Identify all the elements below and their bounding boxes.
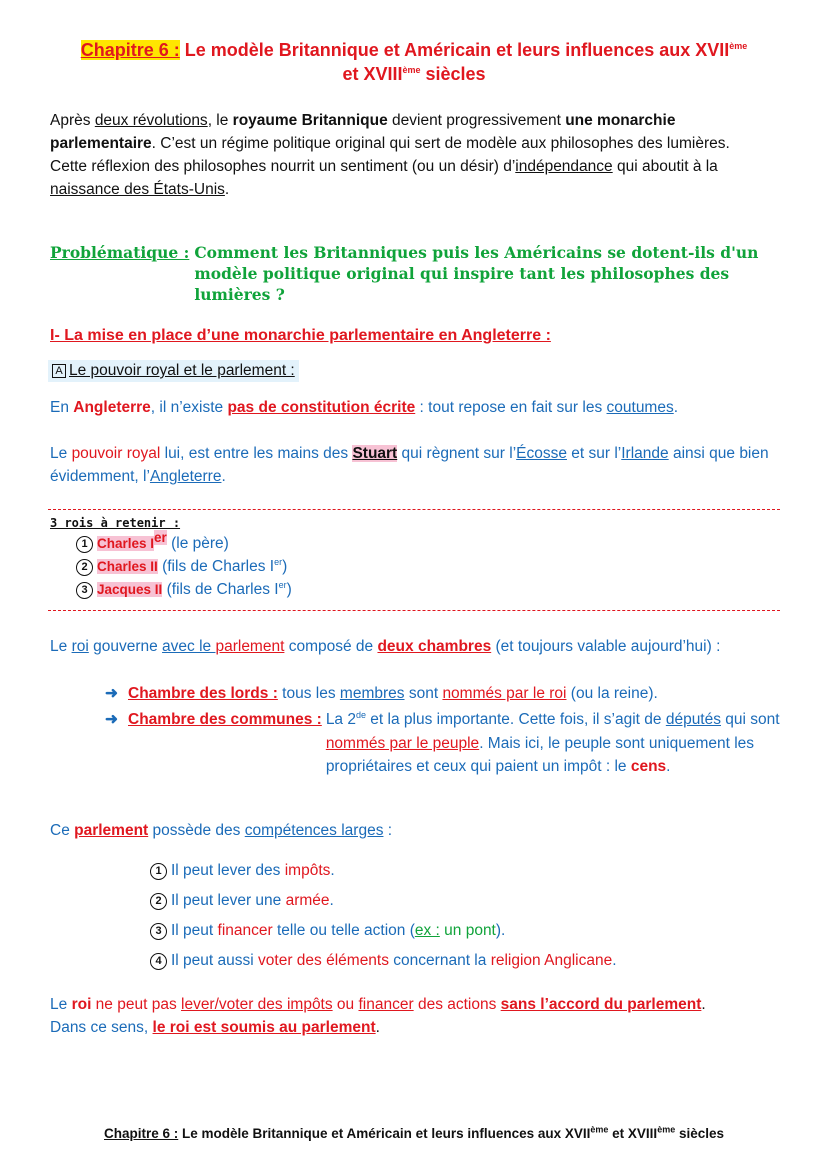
- letter-box-icon: A: [52, 364, 66, 378]
- paragraph-royal-power: Le pouvoir royal lui, est entre les mains des Stuart qui règnent sur l’Écosse et sur l’Irlande ainsi que bien évidemment, l’Angleterre.: [50, 445, 769, 485]
- number-1-icon: 1: [76, 536, 93, 553]
- power-item: 1 Il peut lever des impôts.: [150, 856, 617, 886]
- chamber-lords: ➜ Chambre des lords : tous les membres sont nommés par le roi (ou la reine).: [105, 682, 785, 705]
- chamber-communes: ➜ Chambre des communes : La 2de et la plus importante. Cette fois, il s’agit de députés qui sont nommés par le peuple. Mais ici, le peuple sont uniquement les propriétaires et ceux qui paient un impôt : le cens.: [105, 708, 785, 779]
- power-item: 2 Il peut lever une armée.: [150, 886, 617, 916]
- subsection-heading: A Le pouvoir royal et le parlement :: [48, 360, 299, 382]
- king-item: 2 Charles II (fils de Charles Ier): [76, 555, 292, 578]
- king-item: 3 Jacques II (fils de Charles Ier): [76, 578, 292, 601]
- number-3-icon: 3: [150, 923, 167, 940]
- kings-box: [50, 516, 292, 601]
- section-heading: I- La mise en place d’une monarchie parlementaire en Angleterre :: [50, 327, 551, 344]
- power-item: 3 Il peut financer telle ou telle action (ex : un pont).: [150, 916, 617, 946]
- intro-paragraph: Après deux révolutions, le royaume Britannique devient progressivement une monarchie parlementaire. C’est un régime politique original qui sert de modèle aux philosophes des lumières. Cette réflexion des philosophes nourrit un sentiment (ou un désir) d’indépendance qui aboutit à la naissance des États-Unis.: [50, 112, 730, 198]
- king-item: 1 Charles Ier (le père): [76, 532, 292, 555]
- number-2-icon: 2: [150, 893, 167, 910]
- arrow-icon: ➜: [105, 685, 118, 702]
- problematique-text: Comment les Britanniques puis les Américains se dotent-ils d'un modèle politique original qui inspire tant les philosophes des lumières ?: [194, 243, 759, 304]
- paragraph-chambers-intro: Le roi gouverne avec le parlement composé de deux chambres (et toujours valable aujourd’hui) :: [50, 638, 721, 655]
- number-4-icon: 4: [150, 953, 167, 970]
- powers-list: [150, 856, 617, 976]
- power-item: 4 Il peut aussi voter des éléments concernant la religion Anglicane.: [150, 946, 617, 976]
- paragraph-competences: Ce parlement possède des compétences larges :: [50, 822, 393, 839]
- number-3-icon: 3: [76, 582, 93, 599]
- problematique-label: Problématique :: [50, 243, 190, 262]
- kings-header: 3 rois à retenir :: [50, 516, 181, 530]
- number-1-icon: 1: [150, 863, 167, 880]
- divider-bottom: [48, 610, 780, 611]
- divider-top: [48, 509, 780, 510]
- paragraph-conclusion: Le roi ne peut pas lever/voter des impôts ou financer des actions sans l’accord du parlement. Dans ce sens, le roi est soumis au parlement.: [50, 996, 706, 1036]
- paragraph-constitution: En Angleterre, il n’existe pas de constitution écrite : tout repose en fait sur les coutumes.: [50, 399, 679, 416]
- number-2-icon: 2: [76, 559, 93, 576]
- page-title: Chapitre 6 : Le modèle Britannique et Américain et leurs influences aux XVIIème et XVIIIème siècles: [80, 40, 748, 84]
- arrow-icon: ➜: [105, 711, 118, 728]
- problematique: [50, 242, 790, 305]
- page-footer: Chapitre 6 : Le modèle Britannique et Américain et leurs influences aux XVIIème et XVIIIème siècles: [104, 1124, 724, 1141]
- chapter-label: Chapitre 6 :: [80, 40, 180, 60]
